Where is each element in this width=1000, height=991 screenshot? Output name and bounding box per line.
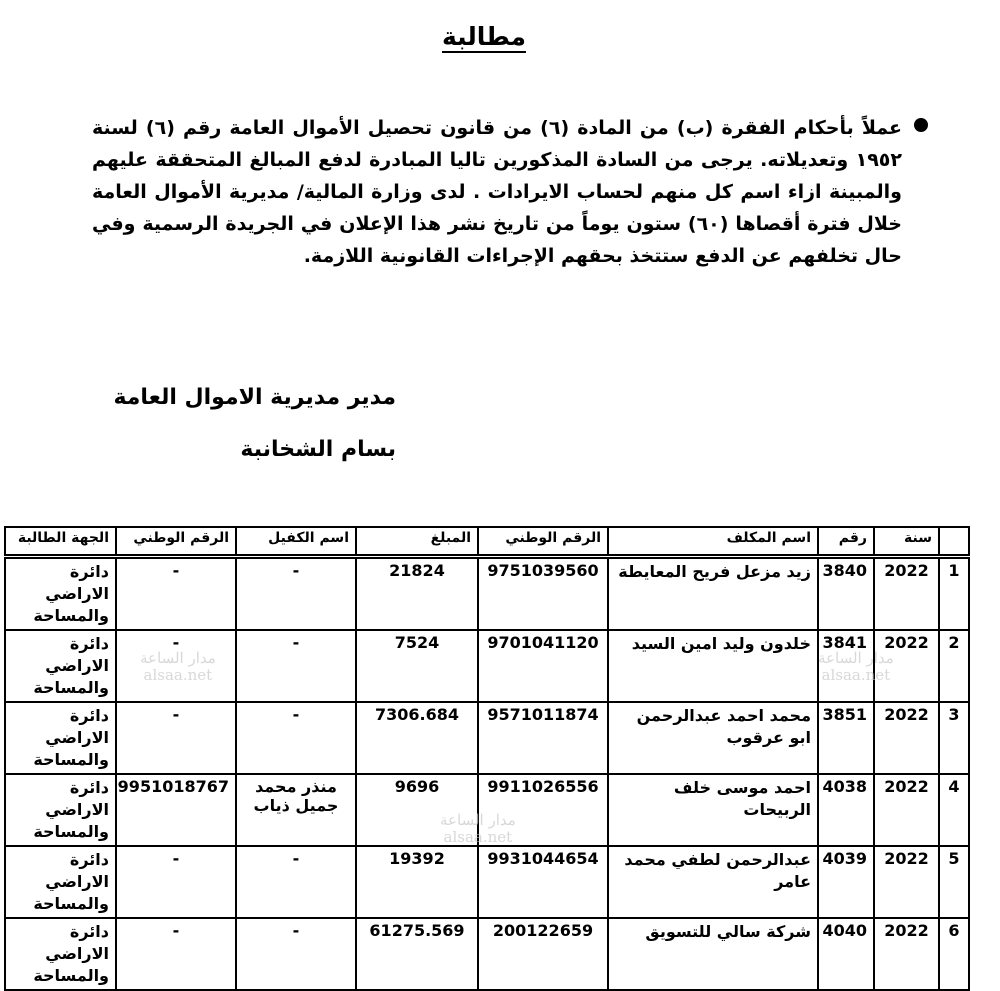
row-year: 2022	[874, 918, 939, 990]
watermark-arabic: مدار الساعة	[818, 649, 894, 667]
row-department: دائرة الاراضي والمساحة	[5, 774, 116, 846]
row-number: 4039	[818, 846, 874, 918]
row-number: 3840	[818, 557, 874, 631]
row-guarantor-id: -	[116, 702, 236, 774]
row-index: 3	[939, 702, 969, 774]
table-row	[5, 774, 969, 846]
header-guarantor: اسم الكفيل	[236, 527, 356, 557]
row-name: شركة سالي للتسويق	[608, 918, 818, 990]
row-index: 5	[939, 846, 969, 918]
table-row	[5, 630, 969, 702]
row-guarantor: -	[236, 846, 356, 918]
row-year: 2022	[874, 557, 939, 631]
header-guarantor-id: الرقم الوطني	[116, 527, 236, 557]
row-amount: 61275.569	[356, 918, 478, 990]
document-title: مطالبة	[442, 22, 526, 51]
row-year: 2022	[874, 630, 939, 702]
watermark-arabic: مدار الساعة	[140, 649, 216, 667]
row-national-id: 9571011874	[478, 702, 608, 774]
row-department: دائرة الاراضي والمساحة	[5, 702, 116, 774]
watermark-latin: alsaa.net	[443, 828, 513, 846]
header-index	[939, 527, 969, 557]
row-number: 3841	[818, 630, 874, 702]
row-year: 2022	[874, 774, 939, 846]
header-department: الجهة الطالبة	[5, 527, 116, 557]
signature-title: مدير مديرية الاموال العامة	[113, 385, 396, 410]
row-amount: 19392	[356, 846, 478, 918]
header-number: رقم	[818, 527, 874, 557]
row-guarantor-id: -	[116, 918, 236, 990]
notice-paragraph: عملاً بأحكام الفقرة (ب) من المادة (٦) من قانون تحصيل الأموال العامة رقم (٦) لسنة ١٩٥٢ وتعديلاته. يرجى من السادة المذكورين تاليا المبادرة لدفع المبالغ المتحققة عليهم والمبينة ازاء اسم كل منهم لحساب الايرادات . لدى وزارة المالية/ مديرية الأموال العامة خلال فترة أقصاها (٦٠) ستون يوماً من تاريخ نشر هذا الإعلان في الجريدة الرسمية وفي حال تخلفهم عن الدفع ستتخذ بحقهم الإجراءات القانونية اللازمة.	[92, 117, 903, 267]
row-department: دائرة الاراضي والمساحة	[5, 630, 116, 702]
row-guarantor: منذر محمد جميل ذياب	[236, 774, 356, 846]
row-number: 4040	[818, 918, 874, 990]
row-national-id: 9751039560	[478, 557, 608, 631]
header-amount: المبلغ	[356, 527, 478, 557]
row-department: دائرة الاراضي والمساحة	[5, 846, 116, 918]
table-row	[5, 702, 969, 774]
row-index: 1	[939, 557, 969, 631]
row-year: 2022	[874, 846, 939, 918]
row-guarantor-id: 9951018767	[116, 774, 236, 846]
bullet-icon	[914, 118, 928, 132]
row-department: دائرة الاراضي والمساحة	[5, 557, 116, 631]
row-national-id: 9701041120	[478, 630, 608, 702]
signature-block	[113, 372, 396, 476]
header-year: سنة	[874, 527, 939, 557]
row-national-id: 200122659	[478, 918, 608, 990]
row-name: عبدالرحمن لطفي محمد عامر	[608, 846, 818, 918]
row-national-id: 9911026556	[478, 774, 608, 846]
row-guarantor: -	[236, 702, 356, 774]
row-guarantor-id: -	[116, 630, 236, 702]
row-amount: 9696	[356, 774, 478, 846]
row-guarantor: -	[236, 918, 356, 990]
table-row	[5, 557, 969, 631]
signature-name: بسام الشخانبة	[240, 437, 396, 462]
row-index: 2	[939, 630, 969, 702]
watermark-latin: alsaa.net	[143, 666, 213, 684]
header-national-id: الرقم الوطني	[478, 527, 608, 557]
claims-table-wrapper	[6, 526, 970, 991]
row-number: 3851	[818, 702, 874, 774]
row-guarantor: -	[236, 630, 356, 702]
table-row	[5, 846, 969, 918]
claims-table	[4, 526, 970, 991]
row-name: خلدون وليد امين السيد	[608, 630, 818, 702]
row-number: 4038	[818, 774, 874, 846]
row-index: 6	[939, 918, 969, 990]
row-guarantor-id: -	[116, 557, 236, 631]
row-guarantor: -	[236, 557, 356, 631]
row-year: 2022	[874, 702, 939, 774]
row-amount: 7306.684	[356, 702, 478, 774]
row-index: 4	[939, 774, 969, 846]
row-department: دائرة الاراضي والمساحة	[5, 918, 116, 990]
table-row	[5, 918, 969, 990]
row-national-id: 9931044654	[478, 846, 608, 918]
row-amount: 7524	[356, 630, 478, 702]
row-amount: 21824	[356, 557, 478, 631]
header-name: اسم المكلف	[608, 527, 818, 557]
watermark-latin: alsaa.net	[821, 666, 891, 684]
row-name: زيد مزعل فريح المعايطة	[608, 557, 818, 631]
row-name: محمد احمد عبدالرحمن ابو عرقوب	[608, 702, 818, 774]
table-header-row	[5, 527, 969, 557]
row-name: احمد موسى خلف الربيحات	[608, 774, 818, 846]
watermark-arabic: مدار الساعة	[440, 811, 516, 829]
row-guarantor-id: -	[116, 846, 236, 918]
